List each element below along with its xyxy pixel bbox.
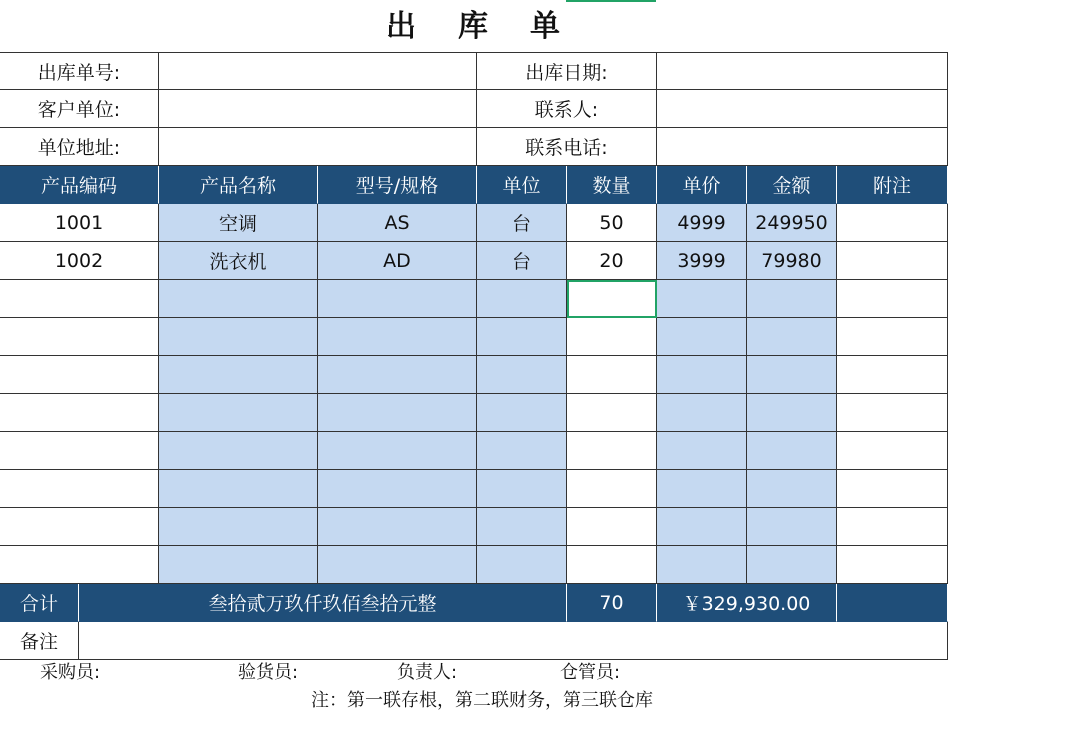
manager-label: 负责人: <box>397 662 458 683</box>
cell-model[interactable] <box>318 356 477 394</box>
total-row <box>0 584 948 622</box>
cell-qty[interactable] <box>567 546 657 584</box>
cell-qty[interactable]: 50 <box>567 204 657 242</box>
keeper-label: 仓管员: <box>560 662 621 683</box>
cell-unit[interactable]: 台 <box>477 204 567 242</box>
cell-remark[interactable] <box>837 280 948 318</box>
total-amount[interactable]: ￥329,930.00 <box>657 584 837 622</box>
table-row <box>0 204 948 242</box>
cell-code[interactable]: 1002 <box>0 242 159 280</box>
info-row-order <box>0 52 948 90</box>
cell-code[interactable] <box>0 280 159 318</box>
cell-remark[interactable] <box>837 394 948 432</box>
cell-price[interactable] <box>657 470 747 508</box>
cell-name[interactable] <box>159 394 318 432</box>
cell-price[interactable] <box>657 508 747 546</box>
cell-qty[interactable] <box>567 356 657 394</box>
cell-remark[interactable] <box>837 470 948 508</box>
cell-amount[interactable] <box>747 318 837 356</box>
cell-price[interactable] <box>657 356 747 394</box>
cell-amount[interactable] <box>747 546 837 584</box>
col-header-name: 产品名称 <box>159 166 318 204</box>
cell-model[interactable] <box>318 470 477 508</box>
table-header <box>0 166 948 204</box>
cell-code[interactable] <box>0 356 159 394</box>
cell-model[interactable]: AD <box>318 242 477 280</box>
cell-qty[interactable] <box>567 470 657 508</box>
cell-amount[interactable] <box>747 356 837 394</box>
cell-qty[interactable] <box>567 432 657 470</box>
cell-price[interactable]: 3999 <box>657 242 747 280</box>
remark-row <box>0 622 948 660</box>
cell-model[interactable] <box>318 546 477 584</box>
col-header-price: 单价 <box>657 166 747 204</box>
cell-remark[interactable] <box>837 546 948 584</box>
col-header-qty: 数量 <box>567 166 657 204</box>
cell-name[interactable] <box>159 508 318 546</box>
col-header-model: 型号/规格 <box>318 166 477 204</box>
cell-name[interactable] <box>159 318 318 356</box>
cell-code[interactable] <box>0 508 159 546</box>
info-row-address <box>0 128 948 166</box>
cell-amount[interactable]: 79980 <box>747 242 837 280</box>
cell-model[interactable] <box>318 394 477 432</box>
cell-unit[interactable] <box>477 432 567 470</box>
buyer-label: 采购员: <box>40 662 101 683</box>
cell-remark[interactable] <box>837 508 948 546</box>
cell-model[interactable] <box>318 432 477 470</box>
cell-code[interactable] <box>0 546 159 584</box>
phone-field[interactable] <box>657 128 948 166</box>
inspector-label: 验货员: <box>238 662 299 683</box>
cell-name[interactable] <box>159 546 318 584</box>
contact-label: 联系人: <box>477 90 657 128</box>
table-row-empty <box>0 356 948 394</box>
copy-note: 注：第一联存根，第二联财务，第三联仓库 <box>311 690 653 711</box>
cell-price[interactable] <box>657 432 747 470</box>
cell-code[interactable] <box>0 470 159 508</box>
total-amount-words[interactable]: 叁拾贰万玖仟玖佰叁拾元整 <box>79 584 567 622</box>
table-row-empty <box>0 508 948 546</box>
cell-remark[interactable] <box>837 204 948 242</box>
order-no-label: 出库单号: <box>0 52 159 90</box>
order-no-field[interactable] <box>159 52 477 90</box>
cell-unit[interactable] <box>477 280 567 318</box>
cell-price[interactable] <box>657 280 747 318</box>
cell-name[interactable] <box>159 470 318 508</box>
cell-remark[interactable] <box>837 318 948 356</box>
cell-code[interactable] <box>0 432 159 470</box>
cell-model[interactable] <box>318 280 477 318</box>
cell-remark[interactable] <box>837 356 948 394</box>
cell-unit[interactable] <box>477 470 567 508</box>
cell-price[interactable] <box>657 394 747 432</box>
cell-remark[interactable] <box>837 432 948 470</box>
cell-model[interactable]: AS <box>318 204 477 242</box>
table-row-empty <box>0 546 948 584</box>
col-header-remark: 附注 <box>837 166 948 204</box>
order-date-label: 出库日期: <box>477 52 657 90</box>
table-row-empty <box>0 432 948 470</box>
cell-qty[interactable]: 20 <box>567 242 657 280</box>
cell-amount[interactable] <box>747 508 837 546</box>
cell-unit[interactable] <box>477 394 567 432</box>
cell-price[interactable] <box>657 318 747 356</box>
cell-remark[interactable] <box>837 242 948 280</box>
cell-model[interactable] <box>318 318 477 356</box>
customer-label: 客户单位: <box>0 90 159 128</box>
col-header-code: 产品编码 <box>0 166 159 204</box>
delivery-order-sheet <box>0 52 948 660</box>
table-row-empty <box>0 470 948 508</box>
excel-selection-edge <box>566 0 656 2</box>
cell-amount[interactable] <box>747 432 837 470</box>
cell-unit[interactable] <box>477 546 567 584</box>
cell-code[interactable]: 1001 <box>0 204 159 242</box>
cell-model[interactable] <box>318 508 477 546</box>
customer-field[interactable] <box>159 90 477 128</box>
cell-code[interactable] <box>0 394 159 432</box>
cell-unit[interactable]: 台 <box>477 242 567 280</box>
total-label: 合计 <box>0 584 79 622</box>
total-quantity[interactable]: 70 <box>567 584 657 622</box>
phone-label: 联系电话: <box>477 128 657 166</box>
cell-qty[interactable] <box>567 508 657 546</box>
cell-code[interactable] <box>0 318 159 356</box>
cell-amount[interactable]: 249950 <box>747 204 837 242</box>
signature-row <box>0 656 948 684</box>
cell-price[interactable] <box>657 546 747 584</box>
remark-field[interactable] <box>79 622 948 660</box>
cell-name[interactable] <box>159 432 318 470</box>
info-row-customer <box>0 90 948 128</box>
contact-field[interactable] <box>657 90 948 128</box>
page-title: 出 库 单 <box>386 9 562 44</box>
cell-amount[interactable] <box>747 280 837 318</box>
cell-name[interactable] <box>159 356 318 394</box>
col-header-unit: 单位 <box>477 166 567 204</box>
cell-amount[interactable] <box>747 470 837 508</box>
cell-name[interactable]: 洗衣机 <box>159 242 318 280</box>
table-row <box>0 242 948 280</box>
total-remark[interactable] <box>837 584 948 622</box>
col-header-amount: 金额 <box>747 166 837 204</box>
cell-name[interactable]: 空调 <box>159 204 318 242</box>
table-row-empty <box>0 394 948 432</box>
table-row-empty <box>0 280 948 318</box>
cell-unit[interactable] <box>477 318 567 356</box>
address-field[interactable] <box>159 128 477 166</box>
table-row-empty <box>0 318 948 356</box>
cell-unit[interactable] <box>477 508 567 546</box>
cell-price[interactable]: 4999 <box>657 204 747 242</box>
order-date-field[interactable] <box>657 52 948 90</box>
cell-unit[interactable] <box>477 356 567 394</box>
cell-qty[interactable] <box>567 318 657 356</box>
address-label: 单位地址: <box>0 128 159 166</box>
cell-name[interactable] <box>159 280 318 318</box>
active-cell-qty[interactable] <box>567 280 657 318</box>
cell-amount[interactable] <box>747 394 837 432</box>
remark-label: 备注 <box>0 622 79 660</box>
cell-qty[interactable] <box>567 394 657 432</box>
